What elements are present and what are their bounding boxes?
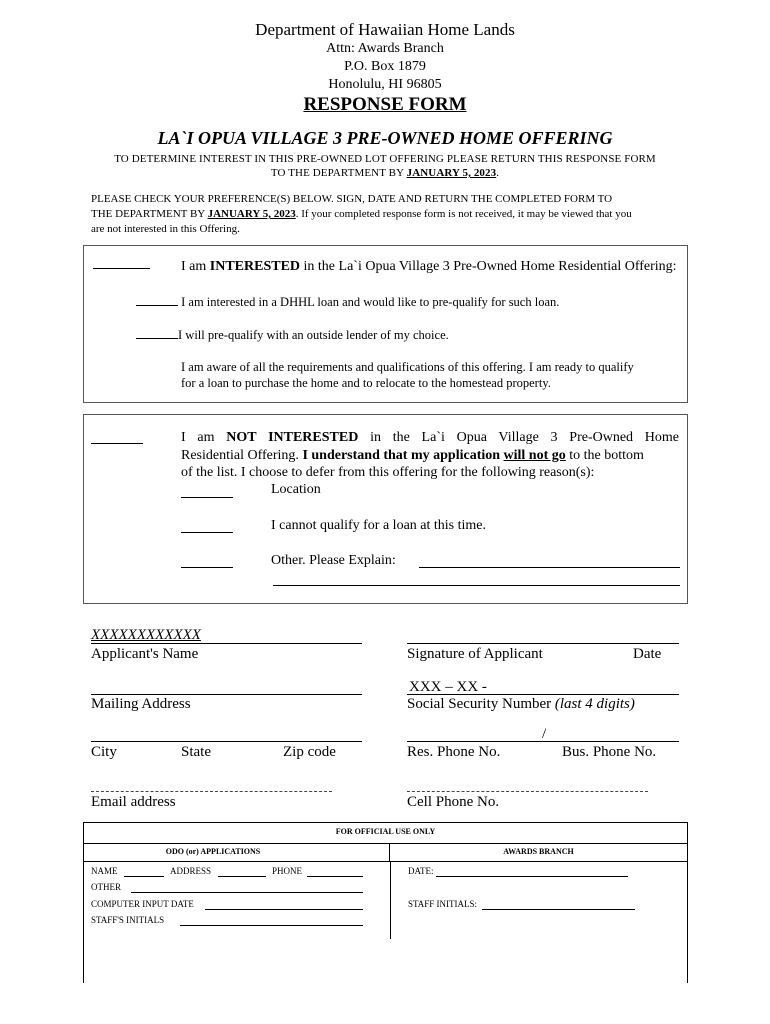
ofc-name-label: NAME [91, 866, 118, 876]
outside-lender-label: I will pre-qualify with an outside lender of my choice. [178, 328, 449, 342]
city-label: City [91, 744, 117, 760]
ofc-address-line[interactable] [218, 876, 266, 877]
ssn-value[interactable]: XXX – XX - [409, 679, 487, 695]
ofc-other-label: OTHER [91, 882, 121, 892]
dhhl-loan-checkbox-line[interactable] [136, 293, 178, 306]
email-line[interactable] [91, 791, 332, 792]
ni-l1b: NOT INTERESTED [226, 430, 359, 445]
instructions-line-3: are not interested in this Offering. [91, 223, 240, 235]
ofc-awards-staff-initials-label: STAFF INITIALS: [408, 899, 478, 909]
ofc-date-line[interactable] [436, 876, 628, 877]
phone-line[interactable] [407, 741, 679, 742]
instructions-line-1: PLEASE CHECK YOUR PREFERENCE(S) BELOW. SIGN, DATE AND RETURN THE COMPLETED FORM TO [91, 193, 613, 205]
cannot-qualify-checkbox-line[interactable] [181, 532, 233, 533]
official-use-header [83, 822, 688, 844]
ssn-line[interactable] [407, 694, 679, 695]
reason-other: Other. Please Explain: [271, 553, 396, 568]
awards-branch-label: AWARDS BRANCH [503, 847, 574, 856]
ofc-phone-label: PHONE [272, 866, 303, 876]
ofc-name-line[interactable] [124, 876, 164, 877]
applicant-name-label: Applicant's Name [91, 646, 199, 662]
ofc-awards-staff-initials-line[interactable] [482, 909, 635, 910]
ni-l2a: Residential Offering. [181, 448, 303, 463]
instructions-prefix: THE DEPARTMENT BY [91, 208, 208, 220]
official-use-body [83, 861, 688, 983]
not-interested-checkbox-line[interactable] [91, 443, 143, 444]
instructions [91, 192, 691, 237]
department-name: Department of Hawaiian Home Lands [255, 20, 515, 39]
form-title: RESPONSE FORM [303, 94, 467, 115]
odo-applications-label: ODO (or) APPLICATIONS [165, 847, 261, 856]
ofc-computer-input-line[interactable] [205, 909, 363, 910]
other-explain-line-1[interactable] [419, 567, 680, 568]
ni-l1a: I am [181, 430, 227, 445]
zip-label: Zip code [283, 744, 336, 760]
email-label: Email address [91, 794, 176, 810]
other-checkbox-line[interactable] [181, 567, 233, 568]
ofc-address-label: ADDRESS [170, 866, 212, 876]
reason-location: Location [271, 482, 321, 497]
mailing-address-line[interactable] [91, 694, 362, 695]
attn-line: Attn: Awards Branch [326, 41, 444, 56]
not-interested-line-3: of the list. I choose to defer from this offering for the following reason(s): [181, 465, 595, 480]
ni-l2b: I understand that my application [302, 448, 504, 463]
ni-l1c: in the La`i Opua Village 3 Pre-Owned Home [358, 430, 679, 445]
signature-line[interactable] [407, 643, 679, 644]
determine-line-2 [0, 167, 770, 179]
interested-bold: INTERESTED [209, 259, 301, 274]
official-use-title: FOR OFFICIAL USE ONLY [335, 827, 436, 836]
instructions-suffix: . If your completed response form is not received, it may be viewed that you [295, 208, 632, 220]
signature-label: Signature of Applicant [407, 646, 543, 662]
determine-line-1: TO DETERMINE INTEREST IN THIS PRE-OWNED LOT OFFERING PLEASE RETURN THIS RESPONSE FORM [114, 153, 656, 165]
interested-suffix: in the La`i Opua Village 3 Pre-Owned Home Residential Offering: [300, 259, 677, 274]
instructions-date: JANUARY 5, 2023 [207, 208, 296, 220]
not-interested-line-2 [181, 447, 679, 465]
ofc-other-line[interactable] [131, 892, 363, 893]
other-explain-line-2[interactable] [273, 585, 680, 586]
outside-lender-option [136, 326, 449, 343]
ofc-staff-initials-line[interactable] [180, 925, 363, 926]
not-interested-section [83, 414, 688, 604]
outside-lender-checkbox-line[interactable] [136, 326, 178, 339]
applicant-name-line[interactable] [91, 643, 362, 644]
ofc-computer-input-label: COMPUTER INPUT DATE [91, 899, 194, 909]
bus-phone-label: Bus. Phone No. [562, 744, 657, 760]
applicant-name-value[interactable]: XXXXXXXXXXXX [91, 627, 201, 643]
awareness-line-1: I am aware of all the requirements and qualifications of this offering. I am ready to qualify [181, 360, 634, 374]
ni-l2c: will not go [503, 448, 566, 463]
deadline-date: JANUARY 5, 2023 [406, 167, 497, 179]
determine-prefix: TO THE DEPARTMENT BY [270, 167, 407, 179]
offering-title: LA`I OPUA VILLAGE 3 PRE-OWNED HOME OFFERING [157, 128, 613, 148]
not-interested-line-1 [181, 429, 679, 447]
date-label: Date [633, 646, 662, 662]
po-box-line: P.O. Box 1879 [344, 59, 426, 74]
awareness-line-2: for a loan to purchase the home and to relocate to the homestead property. [181, 376, 551, 390]
cell-phone-label: Cell Phone No. [407, 794, 500, 810]
dhhl-loan-label: I am interested in a DHHL loan and would like to pre-qualify for such loan. [181, 295, 560, 309]
city-line: Honolulu, HI 96805 [328, 77, 442, 92]
location-checkbox-line[interactable] [181, 497, 233, 498]
mailing-address-label: Mailing Address [91, 696, 191, 712]
ssn-label [407, 696, 635, 713]
ofc-staff-initials-label: STAFF'S INITIALS [91, 915, 165, 925]
interested-section [83, 245, 688, 403]
dhhl-loan-option [136, 293, 559, 310]
res-phone-label: Res. Phone No. [407, 744, 501, 760]
ofc-date-label: DATE: [408, 866, 434, 876]
ssn-label-italic: (last 4 digits) [554, 696, 635, 712]
interested-checkbox-line[interactable] [93, 268, 150, 269]
state-label: State [181, 744, 211, 760]
instructions-line-2 [91, 207, 691, 222]
city-state-zip-line[interactable] [91, 741, 362, 742]
body-divider [390, 861, 391, 939]
cell-phone-line[interactable] [407, 791, 648, 792]
interested-statement [181, 259, 677, 275]
ofc-phone-line[interactable] [307, 876, 363, 877]
reason-cannot-qualify: I cannot qualify for a loan at this time. [271, 518, 486, 533]
ni-l2d: to the bottom [565, 448, 644, 463]
official-use-subheader [83, 843, 688, 862]
interested-prefix: I am [181, 259, 210, 274]
ssn-label-text: Social Security Number [407, 696, 555, 712]
phone-slash: / [542, 726, 547, 742]
determine-suffix: . [496, 167, 500, 179]
